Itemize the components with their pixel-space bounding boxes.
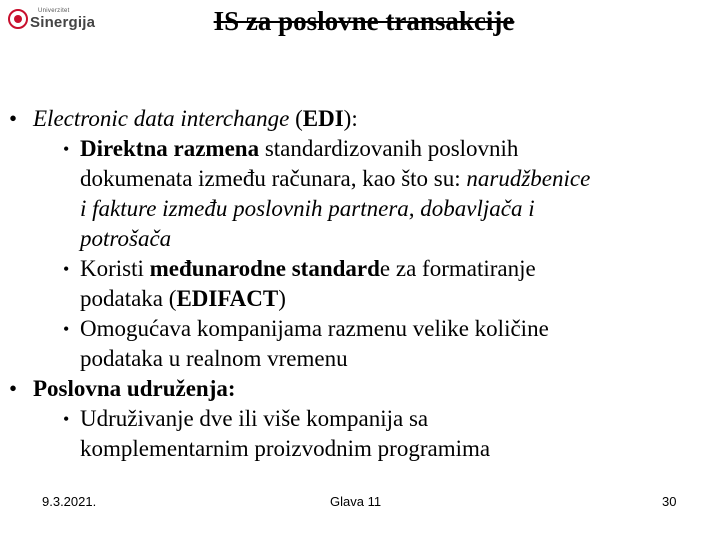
- bullet-icon: •: [9, 376, 18, 401]
- bullet-icon: •: [63, 259, 70, 279]
- footer-page-number: 30: [662, 494, 677, 509]
- sub-bullet-direktna-razmena: • Direktna razmena standardizovanih poslovnih dokumenata između računara, kao što su: narudžbenice i fakture između poslovnih partnera, dobavljača i potrošača: [63, 136, 591, 251]
- bullet-edi: • Electronic data interchange (EDI):: [0, 104, 720, 134]
- sub-bullet-standardi: • Koristi međunarodne standarde za formatiranje podataka (EDIFACT): [63, 256, 536, 311]
- logo-name: Sinergija: [30, 14, 96, 31]
- logo-subtitle: Univerzitet: [38, 8, 70, 14]
- footer-date: 9.3.2021.: [42, 494, 97, 509]
- bullet-icon: •: [63, 409, 70, 429]
- slide-title: IS za poslovne transakcije: [213, 6, 515, 36]
- slide-content: [0, 104, 720, 464]
- sub-bullet-udruzivanje: • Udruživanje dve ili više kompanija sa komplementarnim proizvodnim programima: [63, 406, 491, 461]
- bullet-poslovna-udruzenja: • Poslovna udruženja:: [0, 374, 720, 404]
- sub-bullet-razmena-podataka: • Omogućava kompanijama razmenu velike količine podataka u realnom vremenu: [63, 316, 549, 371]
- bullet-icon: •: [63, 319, 70, 339]
- bullet-icon: •: [9, 106, 18, 131]
- footer-chapter: Glava 11: [330, 494, 382, 509]
- bullet-icon: •: [63, 139, 70, 159]
